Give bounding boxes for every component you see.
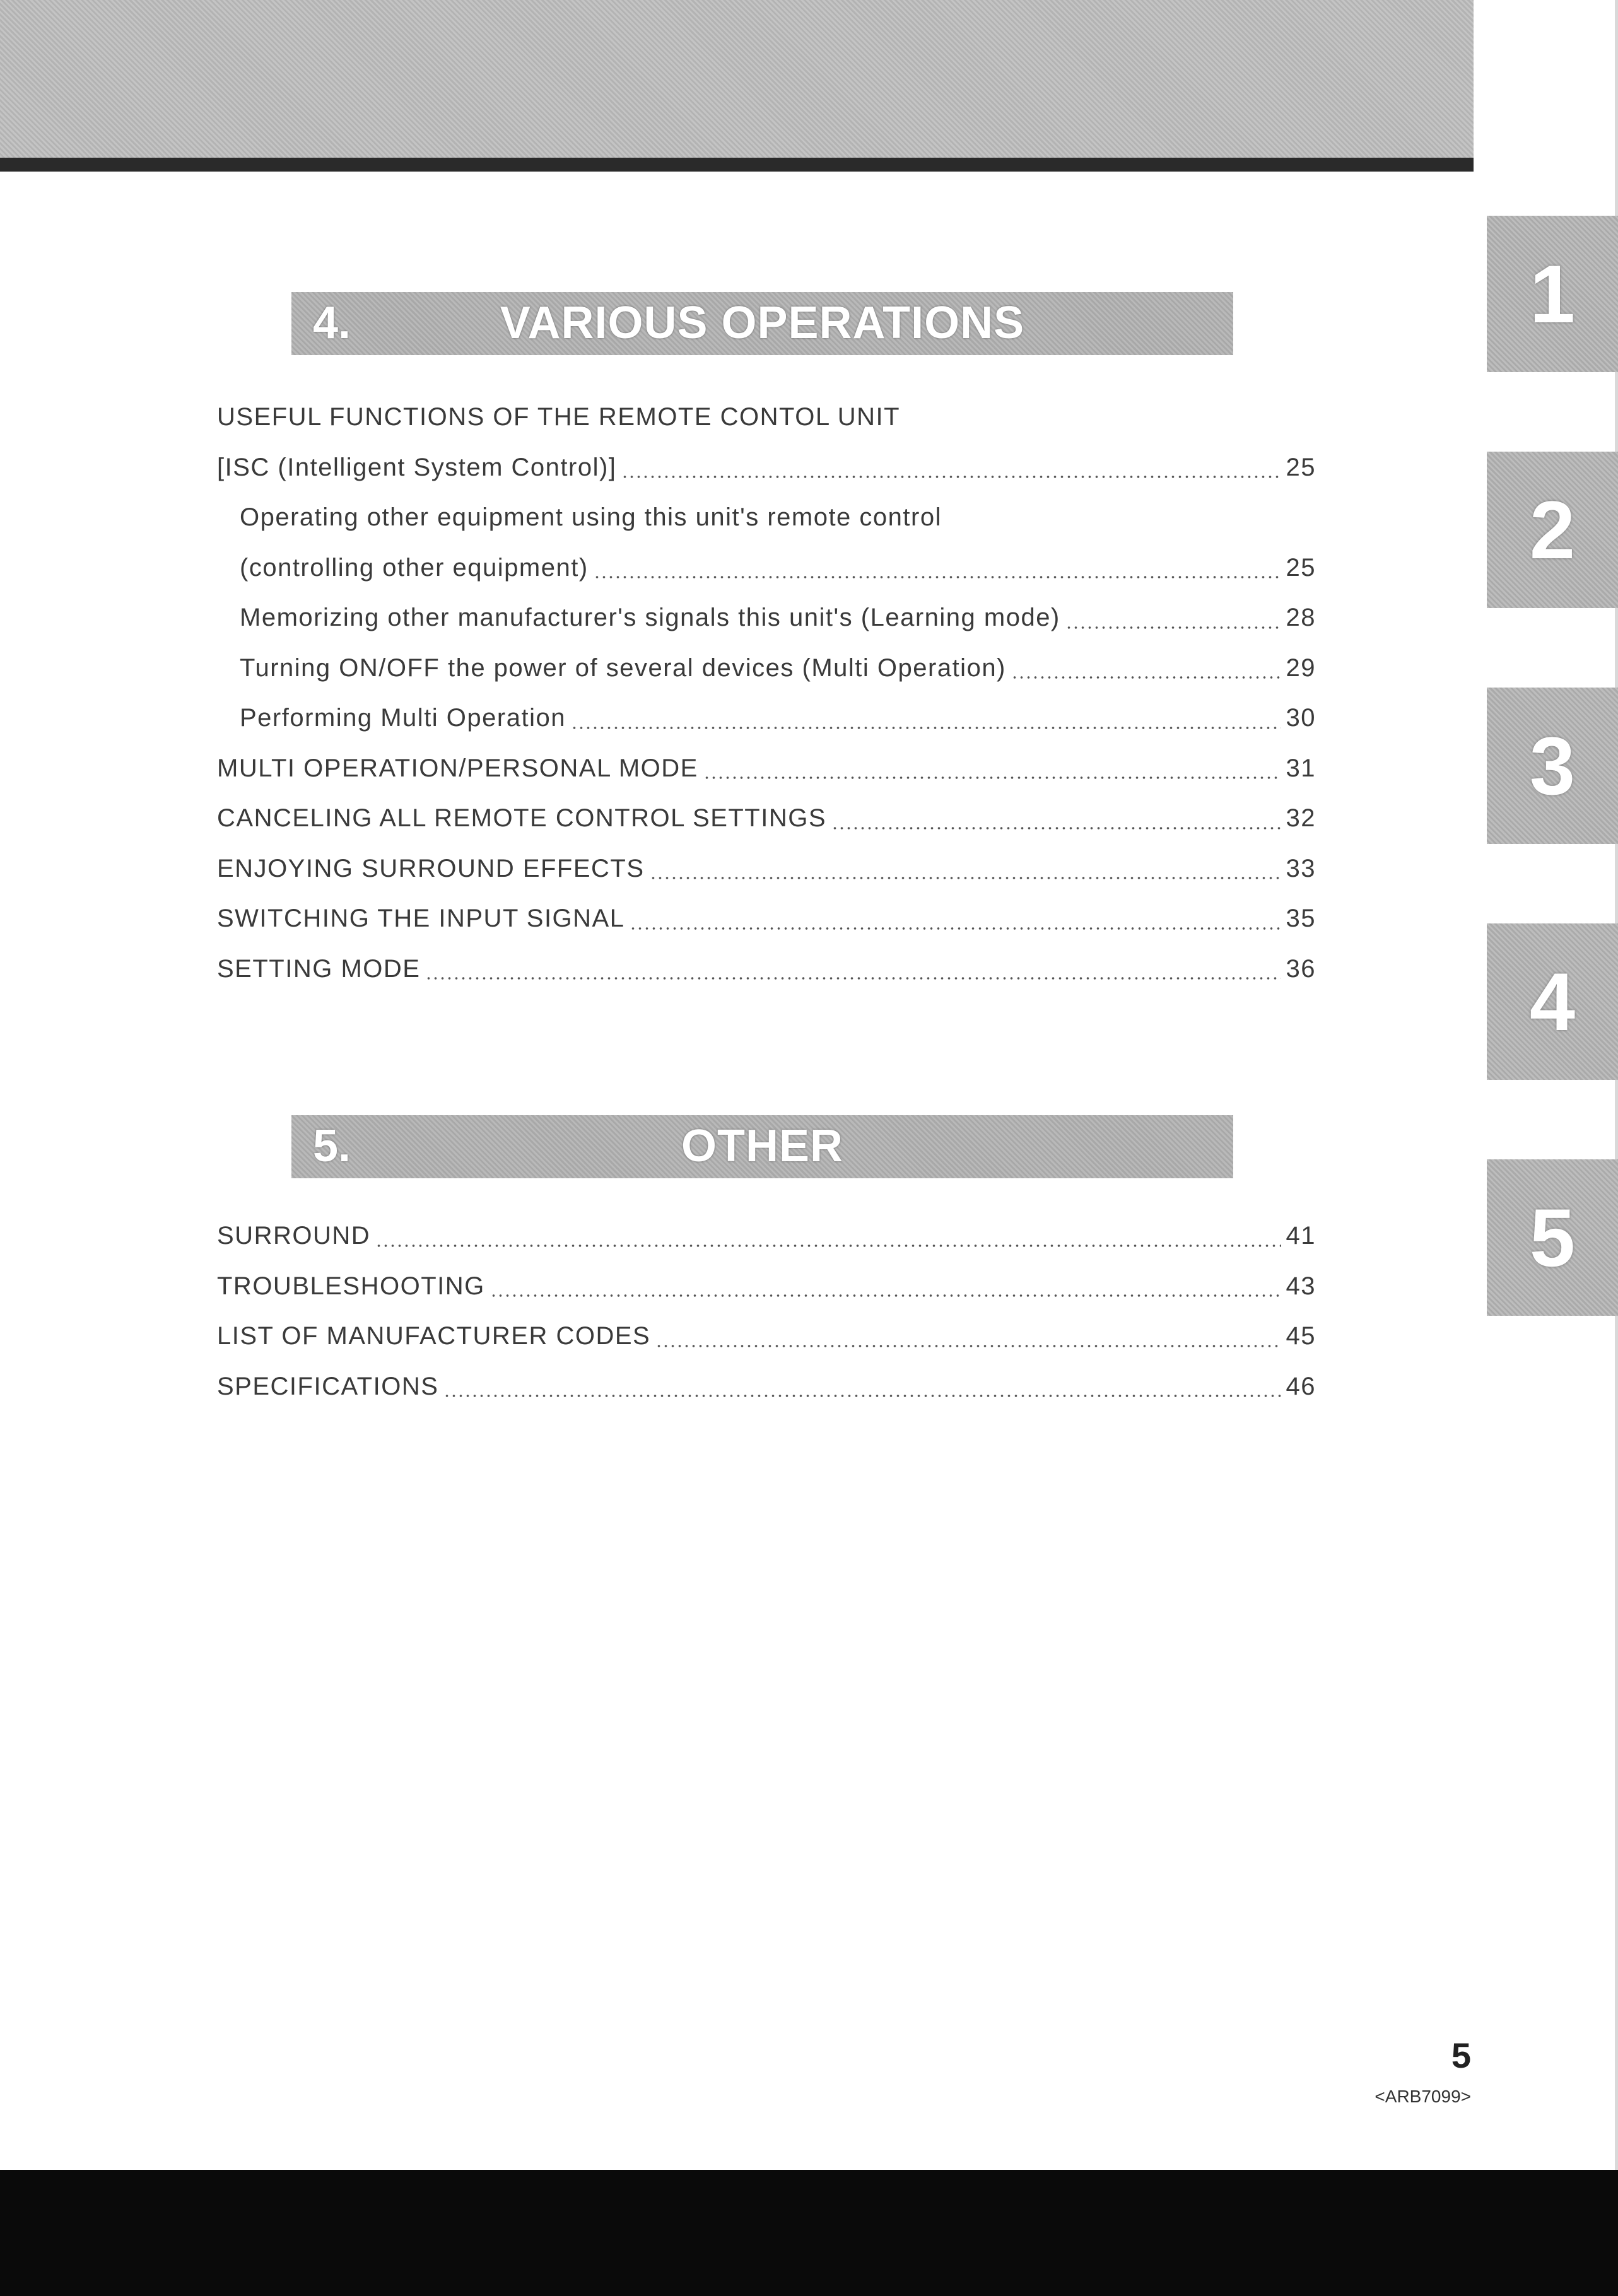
toc-entry[interactable] [217,1211,1316,1262]
toc-entry[interactable] [217,643,1316,694]
toc-entry[interactable] [217,744,1316,794]
toc-entry[interactable] [217,794,1316,844]
toc-entry-title: CANCELING ALL REMOTE CONTROL SETTINGS [217,804,827,833]
toc-entry-page: 25 [1286,453,1316,481]
section-title: VARIOUS OPERATIONS [500,298,1025,348]
dot-leader [650,856,1281,881]
toc-entry-title: SPECIFICATIONS [217,1372,439,1400]
dot-leader [425,956,1281,981]
toc-entry-title: USEFUL FUNCTIONS OF THE REMOTE CONTOL UNIT [217,403,901,431]
toc-entry-title: LIST OF MANUFACTURER CODES [217,1322,651,1350]
toc-entry[interactable] [217,894,1316,944]
toc-entry-title: SURROUND [217,1222,371,1250]
toc-entry-title: Performing Multi Operation [240,704,566,732]
toc-entry-page: 35 [1286,905,1316,933]
toc-entry-title: (controlling other equipment) [240,553,589,582]
section-banner-other [291,1115,1233,1178]
toc-entry-page: 32 [1286,804,1316,833]
dot-leader [594,555,1281,580]
dot-leader [1065,606,1281,631]
document-code: <ARB7099> [1375,2087,1471,2106]
toc-entry[interactable] [217,493,1316,543]
toc-entry-page: 28 [1286,604,1316,632]
section-banner-various-operations [291,292,1233,355]
toc-entry-title: Memorizing other manufacturer's signals this unit's (Learning mode) [240,604,1060,632]
toc-list-other [217,1211,1316,1412]
toc-entry[interactable] [217,1311,1316,1362]
dot-leader [630,906,1281,932]
chapter-tab-5[interactable]: 5 [1487,1159,1618,1316]
dot-leader [571,706,1281,731]
toc-entry-title: SWITCHING THE INPUT SIGNAL [217,905,625,933]
dot-leader [490,1274,1281,1299]
toc-entry-page: 30 [1286,704,1316,732]
toc-entry[interactable] [217,844,1316,894]
page-number: 5 [1451,2035,1471,2075]
dot-leader [375,1224,1281,1249]
toc-entry-page: 33 [1286,854,1316,882]
toc-entry[interactable] [217,593,1316,643]
toc-entry-page: 41 [1286,1222,1316,1250]
chapter-tab-4[interactable]: 4 [1487,923,1618,1080]
toc-entry[interactable] [217,443,1316,493]
dot-leader [703,756,1281,781]
toc-entry[interactable] [217,392,1316,443]
toc-entry-title: Operating other equipment using this unit's remote control [240,503,942,532]
top-header-band [0,0,1474,158]
section-number: 4. [313,298,351,348]
toc-entry-title: ENJOYING SURROUND EFFECTS [217,854,645,882]
toc-entry-page: 31 [1286,754,1316,782]
section-title: OTHER [681,1121,843,1171]
toc-entry[interactable] [217,543,1316,594]
bottom-footer-band [0,2170,1618,2296]
toc-entry-title: TROUBLESHOOTING [217,1272,485,1300]
dot-leader [655,1324,1281,1349]
toc-entry-title: Turning ON/OFF the power of several devices (Multi Operation) [240,653,1006,682]
toc-entry[interactable] [217,1262,1316,1312]
toc-list-various-operations [217,392,1316,994]
toc-entry-title: [ISC (Intelligent System Control)] [217,453,617,481]
section-number: 5. [313,1121,351,1171]
dot-leader [443,1374,1281,1399]
dot-leader [621,455,1281,480]
chapter-tab-2[interactable]: 2 [1487,452,1618,608]
toc-entry-page: 46 [1286,1372,1316,1400]
toc-entry-title: MULTI OPERATION/PERSONAL MODE [217,754,698,782]
toc-entry-page: 43 [1286,1272,1316,1300]
dot-leader [831,806,1281,831]
toc-entry[interactable] [217,944,1316,995]
dot-leader [1011,655,1281,681]
toc-entry-page: 36 [1286,954,1316,983]
toc-entry[interactable] [217,1362,1316,1412]
chapter-tab-1[interactable]: 1 [1487,216,1618,372]
chapter-tab-3[interactable]: 3 [1487,688,1618,844]
toc-entry-title: SETTING MODE [217,954,421,983]
toc-entry[interactable] [217,693,1316,744]
toc-entry-page: 25 [1286,553,1316,582]
top-header-rule [0,158,1474,172]
toc-entry-page: 45 [1286,1322,1316,1350]
toc-entry-page: 29 [1286,653,1316,682]
